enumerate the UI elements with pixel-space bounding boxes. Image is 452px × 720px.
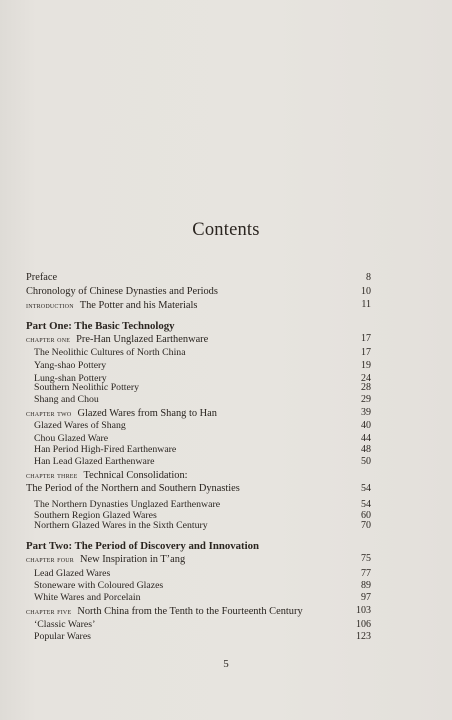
- toc-entry: [0, 419, 452, 433]
- entry-text: Glazed Wares of Shang: [34, 420, 126, 431]
- entry-text: The Potter and his Materials: [79, 300, 198, 311]
- chapter-prefix: chapter five: [26, 606, 72, 616]
- entry-text: Pre-Han Unglazed Earthenware: [76, 334, 209, 345]
- toc-page-number: 54: [361, 499, 371, 510]
- entry-text: North China from the Tenth to the Fourteenth Century: [77, 606, 303, 617]
- entry-text: Shang and Chou: [34, 394, 99, 405]
- toc-page-number: 54: [361, 483, 371, 494]
- toc-entry: [0, 539, 452, 553]
- toc-entry: [0, 346, 452, 360]
- entry-text: Southern Neolithic Pottery: [34, 382, 140, 393]
- entry-text: Chronology of Chinese Dynasties and Periods: [26, 286, 218, 297]
- toc-entry-title: [26, 604, 303, 619]
- chapter-prefix: chapter three: [26, 470, 78, 480]
- toc-page-number: 11: [361, 299, 371, 310]
- toc-entry-title: [34, 591, 140, 605]
- entry-text: Glazed Wares from Shang to Han: [77, 408, 217, 419]
- toc-entry: [0, 406, 452, 420]
- toc-entry: [0, 285, 452, 299]
- toc-entry: [0, 591, 452, 605]
- part-heading: [26, 539, 259, 553]
- entry-text: Chou Glazed Ware: [34, 433, 109, 444]
- page-number: 5: [223, 658, 229, 670]
- entry-text: Part Two: The Period of Discovery and Innovation: [26, 540, 260, 552]
- entry-text: Yang-shao Pottery: [34, 360, 107, 371]
- toc-page-number: 17: [361, 347, 371, 358]
- toc-page-number: 24: [361, 373, 371, 384]
- chapter-prefix: chapter one: [26, 334, 71, 344]
- toc-page-number: 48: [361, 444, 371, 455]
- toc-entry-title: [26, 285, 218, 299]
- toc-entry-title: [34, 346, 186, 360]
- entry-text: Southern Region Glazed Wares: [34, 510, 157, 521]
- toc-entry-title: [26, 482, 240, 496]
- toc-entry-title: [26, 468, 188, 483]
- toc-entry-title: [34, 419, 126, 433]
- toc-entry: [0, 359, 452, 373]
- toc-entry: [0, 319, 452, 333]
- toc-entry: [0, 332, 452, 346]
- toc-page-number: 123: [356, 631, 371, 642]
- toc-entry: [0, 519, 452, 533]
- entry-text: Popular Wares: [34, 631, 91, 642]
- entry-text: Han Lead Glazed Earthenware: [34, 456, 155, 467]
- toc-page-number: 40: [361, 420, 371, 431]
- toc-entry: [0, 552, 452, 566]
- toc-entry: [0, 393, 452, 407]
- toc-entry: [0, 298, 452, 312]
- toc-page-number: 75: [361, 553, 371, 564]
- toc-page-number: 97: [361, 592, 371, 603]
- page-title: Contents: [192, 220, 260, 240]
- entry-text: Stoneware with Coloured Glazes: [34, 580, 164, 591]
- entry-text: The Northern Dynasties Unglazed Earthenware: [34, 499, 221, 510]
- toc-entry: [0, 455, 452, 469]
- entry-text: Lead Glazed Wares: [34, 568, 111, 579]
- toc-entry: [0, 271, 452, 285]
- entry-text: Technical Consolidation:: [83, 470, 188, 481]
- toc-page-number: 29: [361, 394, 371, 405]
- entry-text: Preface: [26, 272, 58, 283]
- chapter-prefix: introduction: [26, 300, 74, 310]
- toc-entry: [0, 630, 452, 644]
- toc-entry-title: [26, 271, 57, 285]
- entry-text: Northern Glazed Wares in the Sixth Century: [34, 520, 208, 531]
- toc-page-number: 70: [361, 520, 371, 531]
- toc-page-number: 77: [361, 568, 371, 579]
- toc-page-number: 103: [356, 605, 371, 616]
- entry-text: The Neolithic Cultures of North China: [34, 347, 186, 358]
- toc-page-number: 28: [361, 382, 371, 393]
- part-heading: [26, 319, 175, 333]
- toc-page-number: 106: [356, 619, 371, 630]
- toc-entry-title: [34, 455, 155, 469]
- toc-entry-title: [34, 393, 99, 407]
- toc-entry-title: [34, 630, 91, 644]
- toc-entry-title: [34, 519, 208, 533]
- toc-entry-title: [34, 359, 106, 373]
- toc-entry: [0, 468, 452, 482]
- entry-text: The Period of the Northern and Southern Dynasties: [26, 483, 240, 494]
- entry-text: White Wares and Porcelain: [34, 592, 141, 603]
- toc-page-number: 10: [361, 286, 371, 297]
- toc-entry: [0, 604, 452, 618]
- toc-page-number: 50: [361, 456, 371, 467]
- entry-text: New Inspiration in T’ang: [80, 554, 186, 565]
- entry-text: Lung-shan Pottery: [34, 373, 107, 384]
- entry-text: Han Period High-Fired Earthenware: [34, 444, 177, 455]
- toc-page-number: 19: [361, 360, 371, 371]
- chapter-prefix: chapter four: [26, 554, 74, 564]
- toc-page-number: 89: [361, 580, 371, 591]
- toc-page-number: 44: [361, 433, 371, 444]
- toc-entry: [0, 482, 452, 496]
- toc-page-number: 60: [361, 510, 371, 521]
- chapter-prefix: chapter two: [26, 408, 72, 418]
- toc-entry-title: [26, 552, 185, 567]
- toc-entry-title: [26, 298, 197, 313]
- toc-entry-title: [26, 332, 208, 347]
- entry-text: Part One: The Basic Technology: [26, 320, 175, 332]
- entry-text: ‘Classic Wares’: [34, 619, 96, 630]
- toc-page-number: 17: [361, 333, 371, 344]
- toc-page-number: 39: [361, 407, 371, 418]
- toc-page-number: 8: [366, 272, 371, 283]
